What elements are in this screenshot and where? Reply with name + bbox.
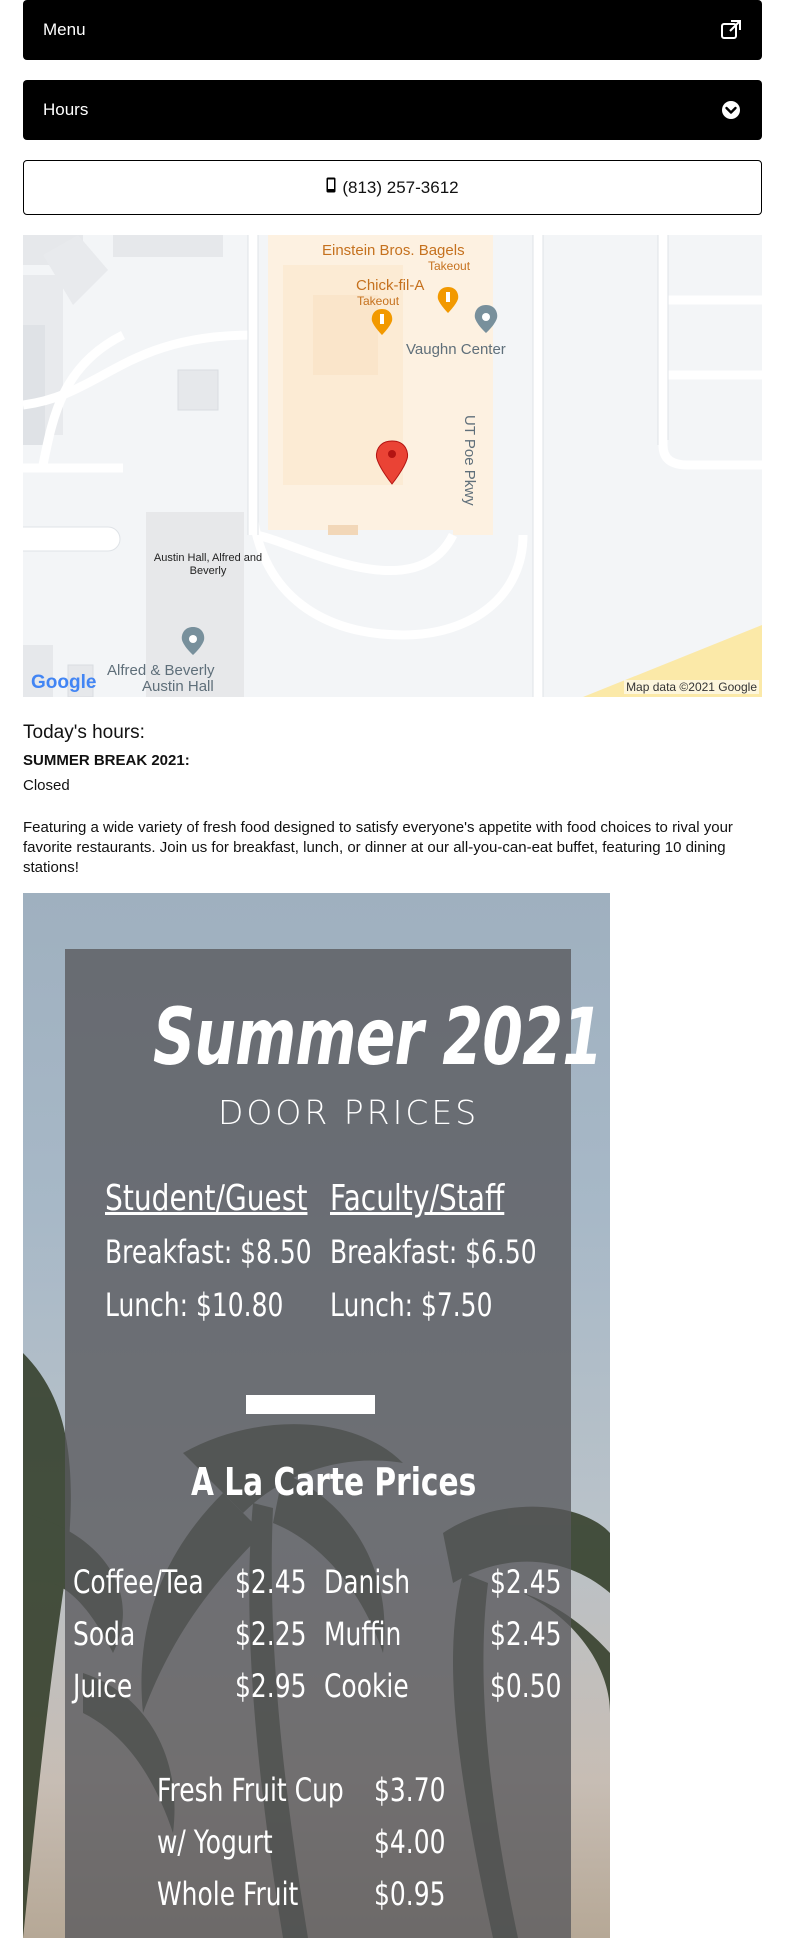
todays-hours-heading: Today's hours: xyxy=(23,722,145,743)
hours-period: SUMMER BREAK 2021: xyxy=(23,752,190,769)
faculty-lunch: Lunch: $7.50 xyxy=(330,1286,493,1324)
external-link-icon xyxy=(720,19,742,41)
item-price: $2.45 xyxy=(490,1615,562,1653)
map-label-austin-hall: Austin Hall xyxy=(142,678,214,695)
poster-title: Summer 2021 xyxy=(153,993,603,1083)
item-price: $2.45 xyxy=(235,1563,307,1601)
hours-label: Hours xyxy=(43,100,89,119)
item-name: Muffin xyxy=(324,1615,402,1653)
item-name: Danish xyxy=(324,1563,411,1601)
description: Featuring a wide variety of fresh food designed to satisfy everyone's appetite with food choices to rival your favorite restaurants. Join us for breakfast, lunch, or dinner at our all-you-can-eat buffet, featuring 10 dining stations! xyxy=(23,819,733,876)
faculty-breakfast: Breakfast: $6.50 xyxy=(330,1233,537,1271)
hours-toggle[interactable] xyxy=(23,80,762,140)
map-label-chickfila: Chick-fil-A xyxy=(356,277,425,294)
menu-poster-image xyxy=(23,893,610,1938)
menu-label: Menu xyxy=(43,20,86,39)
item-price: $0.50 xyxy=(490,1667,562,1705)
item-price: $3.70 xyxy=(374,1771,446,1809)
map-attribution[interactable]: Map data ©2021 Google xyxy=(626,680,757,694)
item-price: $2.45 xyxy=(490,1563,562,1601)
item-name: Coffee/Tea xyxy=(73,1563,204,1601)
item-name: Juice xyxy=(73,1667,133,1705)
student-lunch: Lunch: $10.80 xyxy=(105,1286,284,1324)
map-label-einstein: Einstein Bros. Bagels xyxy=(322,242,465,259)
phone-button[interactable] xyxy=(23,160,762,215)
item-price: $2.95 xyxy=(235,1667,307,1705)
map[interactable] xyxy=(23,235,762,697)
phone-number: (813) 257-3612 xyxy=(342,177,459,197)
google-logo: Google xyxy=(31,672,97,693)
faculty-header: Faculty/Staff xyxy=(330,1178,505,1219)
map-label-road: UT Poe Pkwy xyxy=(461,415,478,506)
map-label-vaughn-center: Vaughn Center xyxy=(406,341,506,358)
menu-button[interactable] xyxy=(23,0,762,60)
map-label-einstein-takeout: Takeout xyxy=(428,259,471,273)
poster-divider xyxy=(246,1395,375,1414)
chevron-circle-down-icon xyxy=(720,99,742,121)
item-price: $4.00 xyxy=(374,1823,446,1861)
map-label-austin-hall-block: Austin Hall, Alfred and Beverly xyxy=(153,552,263,577)
alacarte-title: A La Carte Prices xyxy=(191,1460,477,1504)
item-price: $2.25 xyxy=(235,1615,307,1653)
item-name: Soda xyxy=(73,1615,136,1653)
item-price: $0.95 xyxy=(374,1875,446,1913)
student-breakfast: Breakfast: $8.50 xyxy=(105,1233,312,1271)
student-header: Student/Guest xyxy=(105,1178,308,1219)
item-name: Fresh Fruit Cup xyxy=(157,1771,344,1809)
item-name: w/ Yogurt xyxy=(157,1823,273,1861)
hours-status: Closed xyxy=(23,777,70,794)
poster-subtitle: DOOR PRICES xyxy=(218,1093,480,1132)
map-label-alfred-beverly: Alfred & Beverly xyxy=(107,662,215,679)
item-name: Cookie xyxy=(324,1667,409,1705)
mobile-phone-icon xyxy=(326,177,336,198)
map-label-chickfila-takeout: Takeout xyxy=(357,294,400,308)
item-name: Whole Fruit xyxy=(157,1875,299,1913)
